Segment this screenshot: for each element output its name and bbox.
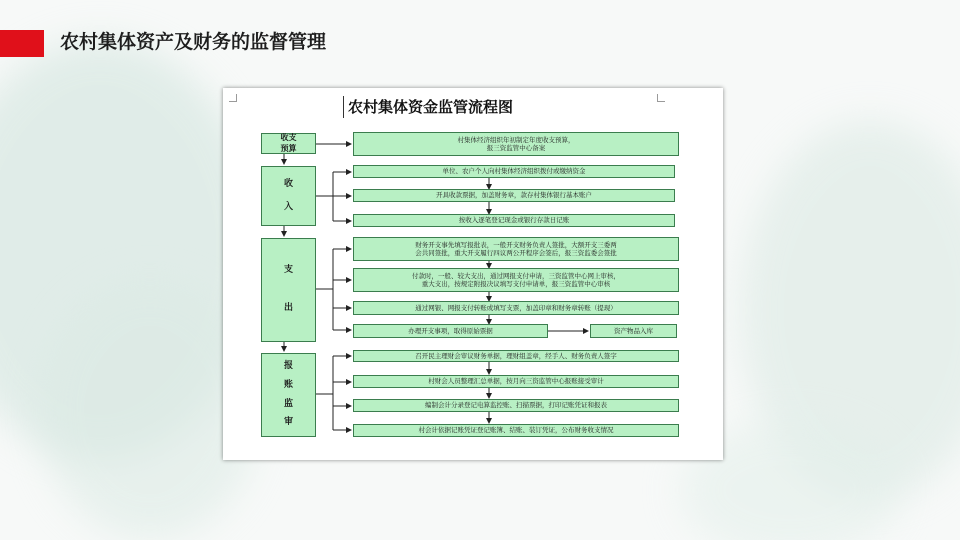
stage-char: 收	[283, 178, 293, 189]
title-accent-bar	[0, 30, 44, 57]
flowchart-title: 农村集体资金监管流程图	[343, 96, 513, 118]
stage-char: 报	[283, 361, 293, 372]
stage-expense	[261, 238, 316, 342]
activity-expense-3: 通过网银、网报支付转账或填写支票，加盖印章和财务章转账（提现）	[353, 301, 679, 315]
stage-char: 监	[283, 398, 293, 409]
activity-expense-1: 财务开支事先填写报批表，一般开支财务负责人签批，大额开支三委两 会共同签批，重大开支履行四议两公开程序会签后，报三资监委会签批	[353, 237, 679, 261]
stage-income	[261, 166, 316, 226]
activity-expense-side: 资产物品入库	[590, 324, 677, 338]
activity-expense-2: 付款时，一般、较大支出，通过网报支付申请，三资监管中心网上审核， 重大支出，按规定附报决议填写支付申请单，报三资监管中心审核	[353, 268, 679, 292]
activity-audit-4: 村会计依据记账凭证登记账簿、结账、装订凭证，公布财务收支情况	[353, 424, 679, 437]
activity-expense-4: 办理开支事项，取得原始票据	[353, 324, 548, 338]
activity-budget-1: 村集体经济组织年初制定年度收支预算， 报三资监管中心备案	[353, 132, 679, 156]
activity-audit-2: 村财会人员整理汇总单据，按月向三资监管中心报账接受审计	[353, 375, 679, 388]
stage-char: 入	[283, 201, 293, 212]
stage-char: 账	[283, 379, 293, 390]
stage-char: 支	[283, 265, 293, 276]
slide-title: 农村集体资产及财务的监督管理	[60, 31, 327, 53]
stage-char: 出	[283, 303, 293, 314]
stage-budget: 收支 预算	[261, 133, 316, 154]
activity-income-3: 按收入逐笔登记现金或银行存款日记账	[353, 214, 675, 227]
stage-char: 审	[283, 417, 293, 428]
activity-audit-1: 召开民主理财会审议财务单据，理财组盖章，经手人、财务负责人签字	[353, 350, 679, 362]
stage-audit	[261, 353, 316, 437]
flowchart-image	[223, 88, 723, 460]
activity-audit-3: 编制会计分录登记电算监控账、扫描票据，打印记账凭证和报表	[353, 399, 679, 412]
activity-income-1: 单位、农户个人向村集体经济组织拨付或缴纳资金	[353, 165, 675, 178]
activity-income-2: 开具收款票据，加盖财务章，款存村集体银行基本账户	[353, 189, 675, 202]
